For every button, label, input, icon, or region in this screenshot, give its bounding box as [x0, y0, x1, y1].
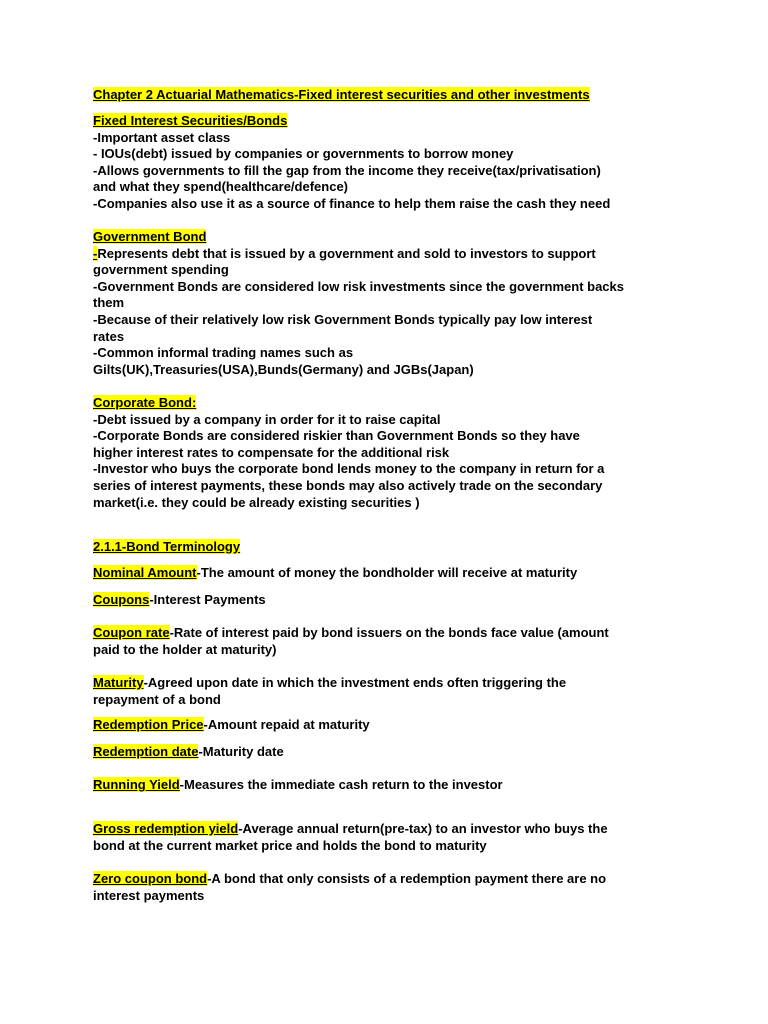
government-bond-line: [93, 246, 683, 263]
corporate-bond-line: market(i.e. they could be already existing securities ): [93, 494, 420, 510]
term-redemption-date: [93, 744, 683, 761]
term-definition: -Interest Payments: [149, 592, 266, 607]
term-label: Running Yield: [93, 777, 180, 792]
term-running-yield: [93, 777, 683, 794]
fixed-interest-line: -Companies also use it as a source of finance to help them raise the cash they need: [93, 195, 611, 211]
term-definition: -Amount repaid at maturity: [203, 717, 370, 732]
term-definition: bond at the current market price and holds the bond to maturity: [93, 837, 487, 853]
terminology-heading-block: [93, 539, 683, 556]
term-label: Redemption date: [93, 744, 199, 759]
term-nominal-amount: [93, 565, 683, 582]
term-zero-coupon-bond: [93, 871, 683, 904]
fixed-interest-line: - IOUs(debt) issued by companies or governments to borrow money: [93, 146, 514, 162]
corporate-bond-heading: Corporate Bond:: [93, 395, 197, 410]
term-label: Nominal Amount: [93, 565, 197, 580]
corporate-bond-line: -Debt issued by a company in order for it to raise capital: [93, 411, 441, 427]
fixed-interest-line: and what they spend(healthcare/defence): [93, 179, 349, 195]
government-bond-section: [93, 229, 683, 378]
term-label: Maturity: [93, 675, 144, 690]
fixed-interest-line: -Allows governments to fill the gap from the income they receive(tax/privatisation): [93, 162, 601, 178]
corporate-bond-section: [93, 395, 683, 511]
term-definition: -Measures the immediate cash return to the investor: [179, 777, 503, 792]
term-definition: -Average annual return(pre-tax) to an investor who buys the: [238, 821, 608, 836]
chapter-title-block: [93, 87, 683, 104]
term-label: Zero coupon bond: [93, 871, 208, 886]
term-coupons: [93, 592, 683, 609]
government-bond-dash: -: [93, 245, 98, 261]
term-definition: -Agreed upon date in which the investment ends often triggering the: [143, 675, 567, 690]
term-definition: interest payments: [93, 887, 205, 903]
term-coupon-rate: [93, 625, 683, 658]
term-label: Gross redemption yield: [93, 821, 239, 836]
corporate-bond-line: -Corporate Bonds are considered riskier than Government Bonds so they have: [93, 428, 580, 444]
term-definition: -Maturity date: [198, 744, 284, 759]
government-bond-line: -Government Bonds are considered low risk investments since the government backs: [93, 278, 624, 294]
fixed-interest-line: -Important asset class: [93, 129, 231, 145]
government-bond-line: rates: [93, 328, 125, 344]
term-label: Redemption Price: [93, 717, 204, 732]
government-bond-line: government spending: [93, 262, 229, 278]
term-definition: paid to the holder at maturity): [93, 641, 277, 657]
fixed-interest-heading: Fixed Interest Securities/Bonds: [93, 113, 288, 128]
term-definition: repayment of a bond: [93, 691, 221, 707]
term-label: Coupon rate: [93, 625, 170, 640]
term-label: Coupons: [93, 592, 150, 607]
government-bond-line: -Common informal trading names such as: [93, 345, 354, 361]
government-bond-line: Gilts(UK),Treasuries(USA),Bunds(Germany) and JGBs(Japan): [93, 361, 474, 377]
corporate-bond-line: higher interest rates to compensate for the additional risk: [93, 444, 450, 460]
corporate-bond-line: series of interest payments, these bonds may also actively trade on the secondary: [93, 477, 603, 493]
term-maturity: [93, 675, 683, 708]
term-definition: -A bond that only consists of a redemption payment there are no: [207, 871, 607, 886]
term-gross-redemption-yield: [93, 821, 683, 854]
terminology-heading: 2.1.1-Bond Terminology: [93, 539, 241, 554]
government-bond-line: -Because of their relatively low risk Government Bonds typically pay low interest: [93, 311, 593, 327]
fixed-interest-section: [93, 113, 683, 213]
government-bond-first-text: Represents debt that is issued by a government and sold to investors to support: [97, 245, 596, 261]
term-definition: -The amount of money the bondholder will receive at maturity: [196, 565, 578, 580]
government-bond-heading: Government Bond: [93, 229, 207, 244]
government-bond-line: them: [93, 295, 125, 311]
chapter-title: Chapter 2 Actuarial Mathematics-Fixed interest securities and other investments: [93, 87, 590, 102]
term-definition: -Rate of interest paid by bond issuers on the bonds face value (amount: [169, 625, 609, 640]
corporate-bond-line: -Investor who buys the corporate bond lends money to the company in return for a: [93, 461, 605, 477]
term-redemption-price: [93, 717, 683, 734]
